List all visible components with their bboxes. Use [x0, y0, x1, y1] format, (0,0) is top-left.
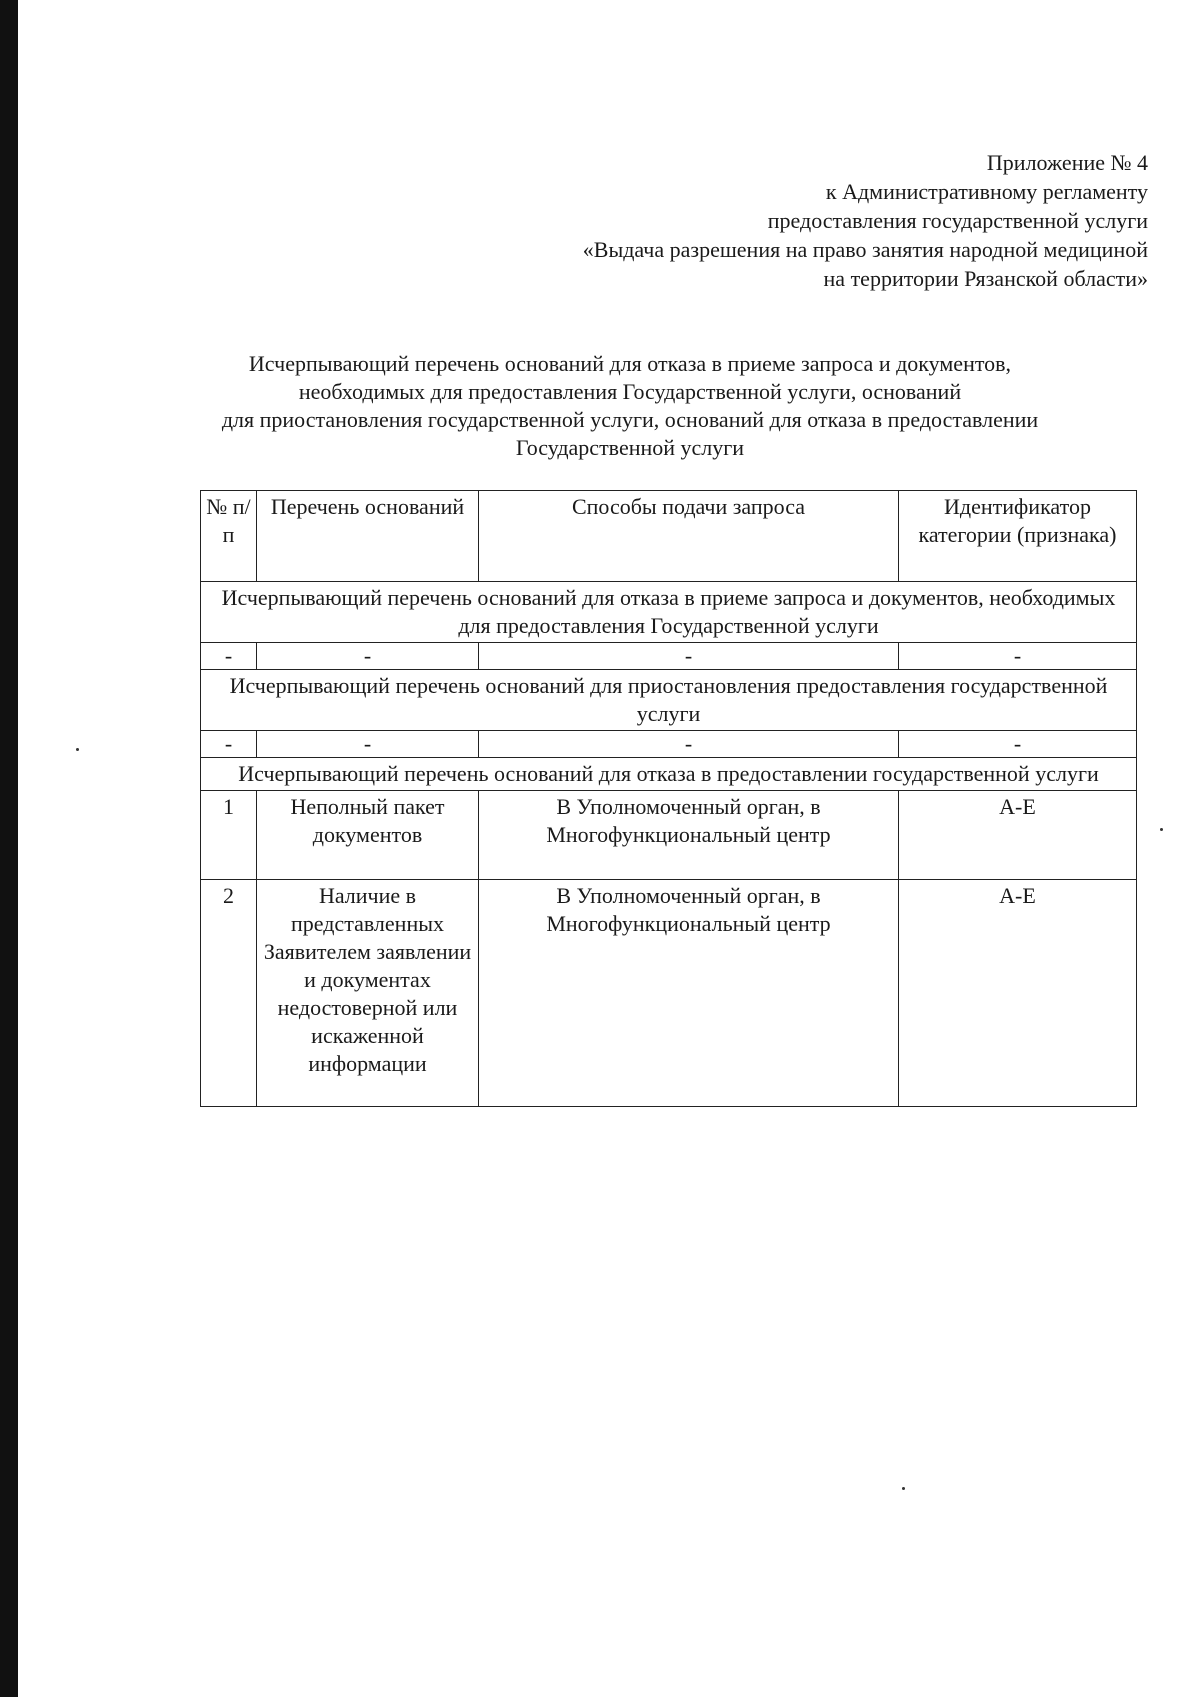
- section-row: [201, 758, 1137, 791]
- section-row: [201, 670, 1137, 731]
- appendix-line: предоставления государственной услуги: [767, 208, 1148, 233]
- document-title: [180, 350, 1080, 462]
- cell-id: -: [899, 643, 1137, 670]
- cell-num: -: [201, 643, 257, 670]
- table-row: [201, 643, 1137, 670]
- cell-method: В Уполномоченный орган, в Многофункциональный центр: [479, 791, 899, 880]
- cell-grounds: Наличие в представленных Заявителем заявлении и документах недостоверной или искаженной информации: [257, 880, 479, 1107]
- cell-id: А-Е: [899, 880, 1137, 1107]
- cell-method: -: [479, 731, 899, 758]
- section-title: Исчерпывающий перечень оснований для приостановления предоставления государственной услуги: [201, 670, 1137, 731]
- title-line: Государственной услуги: [515, 435, 745, 460]
- appendix-line: «Выдача разрешения на право занятия народной медициной: [582, 237, 1148, 262]
- header-method: Способы подачи запроса: [479, 491, 899, 582]
- grounds-table: [200, 490, 1137, 1107]
- scan-speck: [76, 748, 79, 751]
- section-title: Исчерпывающий перечень оснований для отказа в приеме запроса и документов, необходимых для предоставления Государственной услуги: [201, 582, 1137, 643]
- cell-id: -: [899, 731, 1137, 758]
- appendix-header: [448, 148, 1148, 293]
- cell-method: -: [479, 643, 899, 670]
- cell-grounds: -: [257, 643, 479, 670]
- cell-num: 1: [201, 791, 257, 880]
- appendix-line: Приложение № 4: [986, 150, 1148, 175]
- scan-speck: [1160, 828, 1163, 831]
- table-row: [201, 731, 1137, 758]
- cell-id: А-Е: [899, 791, 1137, 880]
- table-header-row: [201, 491, 1137, 582]
- table-row: [201, 791, 1137, 880]
- section-title: Исчерпывающий перечень оснований для отказа в предоставлении государственной услуги: [201, 758, 1137, 791]
- title-line: Исчерпывающий перечень оснований для отказа в приеме запроса и документов,: [248, 351, 1012, 376]
- section-row: [201, 582, 1137, 643]
- scan-speck: [902, 1487, 905, 1490]
- title-line: необходимых для предоставления Государственной услуги, оснований: [298, 379, 962, 404]
- appendix-line: к Административному регламенту: [825, 179, 1148, 204]
- cell-grounds: -: [257, 731, 479, 758]
- cell-num: -: [201, 731, 257, 758]
- appendix-line: на территории Рязанской области»: [823, 266, 1148, 291]
- cell-grounds: Неполный пакет документов: [257, 791, 479, 880]
- cell-num: 2: [201, 880, 257, 1107]
- header-id: Идентификатор категории (признака): [899, 491, 1137, 582]
- scan-edge: [0, 0, 18, 1697]
- title-line: для приостановления государственной услуги, оснований для отказа в предоставлении: [221, 407, 1039, 432]
- header-num: № п/п: [201, 491, 257, 582]
- cell-method: В Уполномоченный орган, в Многофункциональный центр: [479, 880, 899, 1107]
- header-grounds: Перечень оснований: [257, 491, 479, 582]
- table-row: [201, 880, 1137, 1107]
